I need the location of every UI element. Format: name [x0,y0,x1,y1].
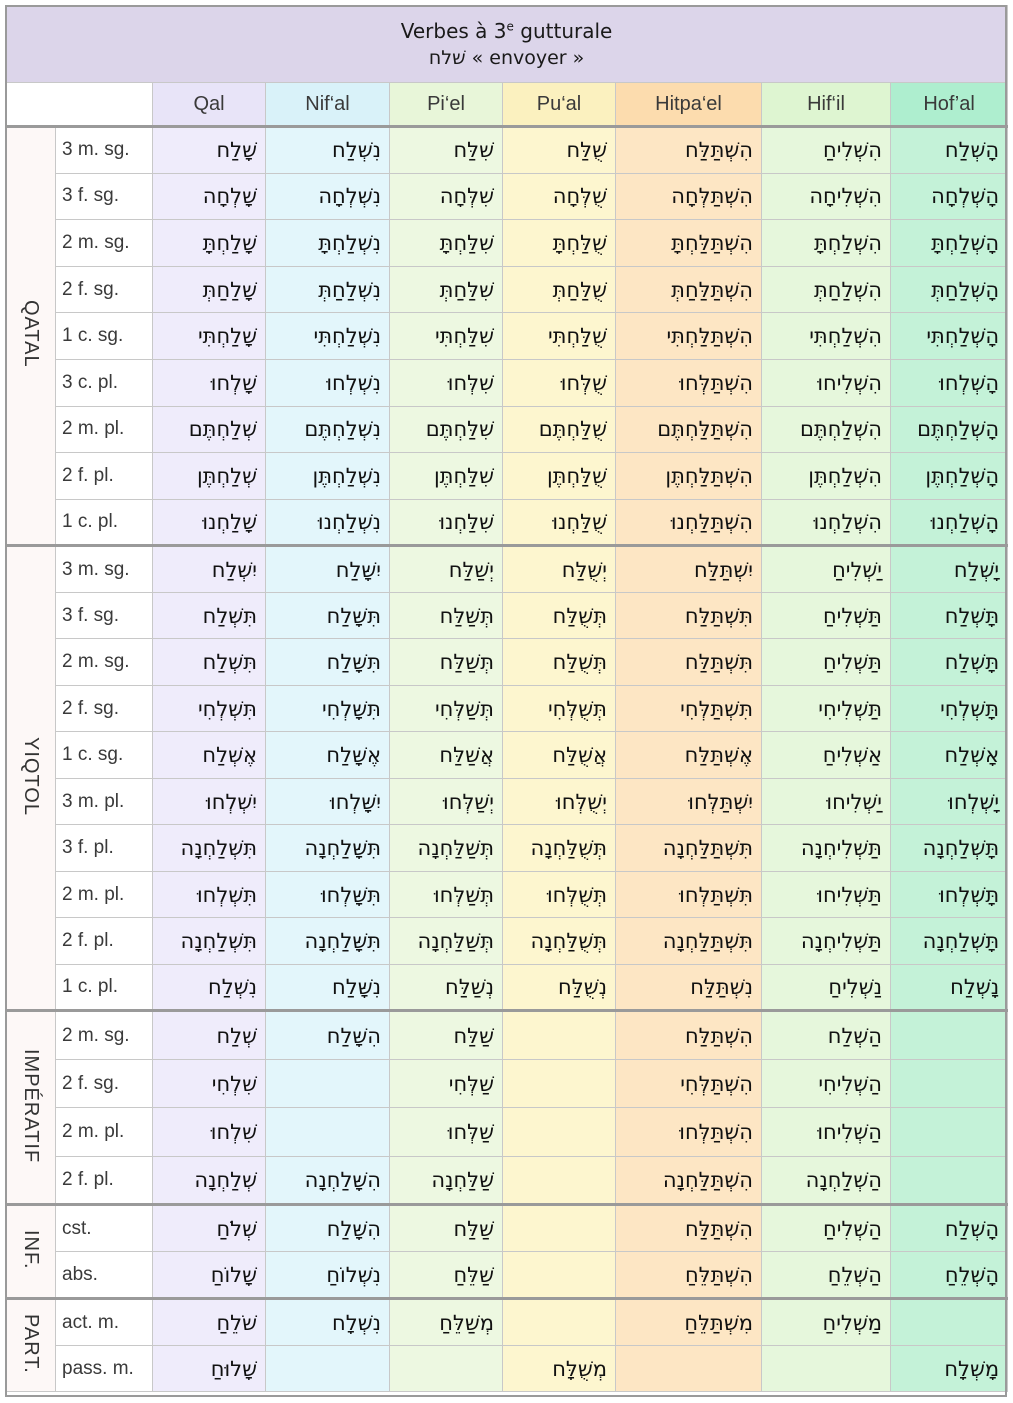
verb-form-cell: הִשְׁתַּלַּחְנָה [616,1156,762,1205]
verb-form-cell: תַּשְׁלִיחְנָה [762,825,891,872]
verb-form-cell: תִּשָּׁלְחִי [266,685,390,732]
verb-form-cell: מְשֻׁלָּח [503,1345,616,1392]
root-meaning: « envoyer » [465,47,585,69]
verb-form-cell: הִשְׁלִיחָה [762,173,891,220]
verb-form-cell: שִׁלְּחוּ [390,359,503,406]
verb-form-cell: שַׁלֵּחַ [390,1252,503,1299]
verb-form-cell: שִׁלַּחְנוּ [390,499,503,546]
verb-form-cell: תְּשֻׁלַּחְנָה [503,825,616,872]
person-label: 2 m. pl. [56,871,153,918]
verb-form-cell: הָשְׁלַח [891,127,1008,174]
verb-form-cell: שָׁלְחָה [153,173,266,220]
verb-form-cell: שָׁלוֹחַ [153,1252,266,1299]
verb-form-cell: הַשְׁלִיחוּ [762,1108,891,1157]
verb-form-cell: נִשְׁלַחַתְּ [266,266,390,313]
verb-form-cell: יִשְׁלַח [153,546,266,593]
verb-form-cell: הִשְׁתַּלְּחִי [616,1059,762,1108]
verb-form-cell: הָשְׁלַחְנוּ [891,499,1008,546]
verb-form-cell: תִּשְׁתַּלְּחוּ [616,871,762,918]
verb-form-cell: שְׁלֹחַ [153,1205,266,1252]
verb-form-cell: תְּשַׁלְּחִי [390,685,503,732]
title-main: Verbes à 3e gutturale [400,19,613,43]
person-label: 3 c. pl. [56,359,153,406]
person-label: 3 m. sg. [56,546,153,593]
verb-form-cell: יִשְׁלְחוּ [153,778,266,825]
verb-form-cell: נְשַׁלַּח [390,964,503,1011]
verb-form-cell: הִשְׁלַחְתֶּן [762,453,891,500]
verb-form-cell: שָׁלוּחַ [153,1345,266,1392]
verb-form-cell: תָּשְׁלְחִי [891,685,1008,732]
person-label: abs. [56,1252,153,1299]
verb-form-cell: נַשְׁלִיחַ [762,964,891,1011]
verb-form-cell: תִּשְׁתַּלַּח [616,639,762,686]
column-header-nifal: Nif‘al [266,83,390,127]
verb-form-cell: תַּשְׁלִיחוּ [762,871,891,918]
section-label: QATAL [20,300,42,368]
verb-form-cell: הַשְׁלַח [762,1011,891,1060]
verb-form-cell: יְשַׁלַּח [390,546,503,593]
verb-form-cell: נִשְׁלַח [266,127,390,174]
verb-form-cell: אֶשְׁתַּלַּח [616,732,762,779]
verb-form-cell: תְּשַׁלַּח [390,639,503,686]
verb-form-cell: שָׁלַח [153,127,266,174]
verb-form-cell: מָשְׁלָח [891,1345,1008,1392]
verb-form-cell: שִׁלַּחְתֶּן [390,453,503,500]
verb-form-cell: הִשְׁתַּלַּחְתֶּם [616,406,762,453]
verb-form-cell: שִׁלְּחָה [390,173,503,220]
verb-form-cell: שֻׁלַּחְתֶּן [503,453,616,500]
verb-form-cell: תַּשְׁלִיחַ [762,639,891,686]
verb-form-cell: תִּשָּׁלַחְנָה [266,825,390,872]
section-label: PART. [20,1313,42,1374]
verb-form-cell: תִּשָּׁלְחוּ [266,871,390,918]
verb-form-cell: תִּשְׁתַּלַּחְנָה [616,825,762,872]
verb-form-cell: שְׁלַחְתֶּם [153,406,266,453]
verb-form-cell: הִשְׁתַּלְּחוּ [616,1108,762,1157]
person-label: 2 f. pl. [56,453,153,500]
verb-form-cell: הִשָּׁלַח [266,1011,390,1060]
verb-form-cell: יִשָּׁלְחוּ [266,778,390,825]
verb-form-cell: תַּשְׁלִיחִי [762,685,891,732]
verb-form-cell: שָׁלַחְנוּ [153,499,266,546]
verb-form-cell: הָשְׁלְחוּ [891,359,1008,406]
verb-form-cell: הַשְׁלֵחַ [762,1252,891,1299]
verb-form-cell: הָשְׁלַחְתָּ [891,220,1008,267]
verb-form-cell: הַשְׁלִיחַ [762,1205,891,1252]
verb-form-cell: שִׁלְחוּ [153,1108,266,1157]
verb-form-cell: תִּשָּׁלַח [266,592,390,639]
person-label: 2 f. pl. [56,918,153,965]
verb-form-cell: אֲשַׁלַּח [390,732,503,779]
verb-form-cell: נִשְׁלַחְתֶּן [266,453,390,500]
verb-form-cell: שֻׁלַּחַתְּ [503,266,616,313]
verb-form-cell: מְשַׁלֵּחַ [390,1299,503,1346]
column-header-piel: Pi‘el [390,83,503,127]
person-label: 2 m. pl. [56,1108,153,1157]
verb-form-cell: יַשְׁלִיחוּ [762,778,891,825]
verb-form-cell: הִשְׁלַחְתָּ [762,220,891,267]
verb-form-cell: תְּשֻׁלַּח [503,639,616,686]
verb-form-cell: הָשְׁלְחָה [891,173,1008,220]
person-label: 2 m. sg. [56,639,153,686]
verb-form-cell: יְשֻׁלַּח [503,546,616,593]
verb-form-cell: תִּשָּׁלַח [266,639,390,686]
verb-form-cell: נִשְׁלַח [153,964,266,1011]
verb-form-cell: נִשְׁלְחָה [266,173,390,220]
verb-form-cell: תְּשַׁלַּח [390,592,503,639]
column-header-hitpael: Hitpa‘el [616,83,762,127]
verb-form-cell: הִשָּׁלַח [266,1205,390,1252]
person-label: 1 c. sg. [56,313,153,360]
verb-form-cell: הִשְׁלַחְתֶּם [762,406,891,453]
verb-form-cell: אָשְׁלַח [891,732,1008,779]
verb-form-cell: הִשְׁלִיחַ [762,127,891,174]
verb-form-cell: הִשְׁתַּלַּח [616,127,762,174]
verb-form-cell: הַשְׁלִיחִי [762,1059,891,1108]
verb-form-cell: נִשְׁלַחְתֶּם [266,406,390,453]
verb-form-cell: יְשֻׁלְּחוּ [503,778,616,825]
verb-form-cell: תְּשֻׁלַּח [503,592,616,639]
person-label: 2 f. pl. [56,1156,153,1205]
person-label: 2 m. pl. [56,406,153,453]
table-frame [5,5,1007,1397]
root-hebrew: שׁלח [428,47,466,69]
verb-form-cell: שַׁלַּח [390,1011,503,1060]
verb-form-cell: תַּשְׁלִיחְנָה [762,918,891,965]
person-label: 2 m. sg. [56,220,153,267]
verb-form-cell: שִׁלְחִי [153,1059,266,1108]
verb-form-cell: תָּשְׁלְחוּ [891,871,1008,918]
column-header-pual: Pu‘al [503,83,616,127]
person-label: 3 f. sg. [56,173,153,220]
verb-form-cell: הָשְׁלַח [891,1205,1008,1252]
verb-form-cell: יַשְׁלִיחַ [762,546,891,593]
verb-form-cell: שָׁלְחוּ [153,359,266,406]
verb-form-cell: שַׁלַּחְנָה [390,1156,503,1205]
verb-form-cell: תִּשְׁלַח [153,592,266,639]
person-label: 3 f. sg. [56,592,153,639]
person-label: 3 m. sg. [56,127,153,174]
verb-form-cell: שְׁלַח [153,1011,266,1060]
verb-form-cell: שָׁלַחְתִּי [153,313,266,360]
section-label: IMPÉRATIF [20,1048,42,1163]
section-label: YIQTOL [20,736,42,816]
verb-form-cell: תְּשַׁלְּחוּ [390,871,503,918]
column-header-hofal: Hof’al [891,83,1008,127]
verb-form-cell: הִשְׁלַחְנוּ [762,499,891,546]
verb-form-cell: שְׁלַחְנָה [153,1156,266,1205]
verb-form-cell: נָשְׁלַח [891,964,1008,1011]
verb-form-cell: יִשְׁתַּלְּחוּ [616,778,762,825]
verb-form-cell: הָשְׁלַחַתְּ [891,266,1008,313]
column-header-hifil: Hif‘il [762,83,891,127]
verb-form-cell: אֶשְׁלַח [153,732,266,779]
verb-form-cell: תְּשֻׁלַּחְנָה [503,918,616,965]
verb-form-cell: שַׁלְּחִי [390,1059,503,1108]
verb-form-cell: יִשָּׁלַח [266,546,390,593]
verb-form-cell: נִשְׁלַחְתִּי [266,313,390,360]
verb-form-cell: שֻׁלַּחְתֶּם [503,406,616,453]
person-label: act. m. [56,1299,153,1346]
verb-form-cell: הִשְׁלַחְתִּי [762,313,891,360]
verb-form-cell: הִשְׁתַּלַּחְתִּי [616,313,762,360]
person-label: 1 c. sg. [56,732,153,779]
verb-form-cell: מִשְׁתַּלֵּחַ [616,1299,762,1346]
verb-form-cell: תִּשְׁתַּלַּח [616,592,762,639]
verb-form-cell: תָּשְׁלַחְנָה [891,918,1008,965]
person-label: 2 f. sg. [56,1059,153,1108]
verb-form-cell: נִשְׁלְחוּ [266,359,390,406]
person-label: 3 m. pl. [56,778,153,825]
verb-form-cell: שִׁלַּחְתֶּם [390,406,503,453]
person-label: 1 c. pl. [56,964,153,1011]
verb-form-cell: הִשָּׁלַחְנָה [266,1156,390,1205]
verb-form-cell: הָשְׁלַחְתֶּן [891,453,1008,500]
verb-form-cell: נִשְׁלוֹחַ [266,1252,390,1299]
person-label: 2 f. sg. [56,685,153,732]
verb-form-cell: אֲשֻׁלַּח [503,732,616,779]
verb-form-cell: שְׁלַחְתֶּן [153,453,266,500]
verb-form-cell: תְּשֻׁלְּחִי [503,685,616,732]
verb-form-cell: תִּשְׁלְחִי [153,685,266,732]
verb-form-cell: יָשְׁלַח [891,546,1008,593]
verb-form-cell: נִשְׁלַחְתָּ [266,220,390,267]
verb-form-cell: שֹׁלֵחַ [153,1299,266,1346]
verb-form-cell: שָׁלַחְתָּ [153,220,266,267]
verb-form-cell: תָּשְׁלַח [891,592,1008,639]
verb-form-cell: שֻׁלְּחָה [503,173,616,220]
verb-form-cell: שֻׁלְּחוּ [503,359,616,406]
verb-form-cell: מַשְׁלִיחַ [762,1299,891,1346]
verb-form-cell: שִׁלַּחְתָּ [390,220,503,267]
verb-form-cell: יָשְׁלְחוּ [891,778,1008,825]
verb-form-cell: הִשְׁתַּלַּחְתֶּן [616,453,762,500]
verb-form-cell: שֻׁלַּח [503,127,616,174]
verb-form-cell: תִּשָּׁלַחְנָה [266,918,390,965]
verb-form-cell: הִשְׁתַּלַּחַתְּ [616,266,762,313]
verb-form-cell: הִשְׁתַּלְּחוּ [616,359,762,406]
verb-form-cell: שִׁלַּח [390,127,503,174]
verb-form-cell: תָּשְׁלַח [891,639,1008,686]
verb-form-cell: תְּשֻׁלְּחוּ [503,871,616,918]
verb-form-cell: הִשְׁתַּלֵּחַ [616,1252,762,1299]
verb-form-cell: שֻׁלַּחְנוּ [503,499,616,546]
verb-form-cell: נִשְׁתַּלַּח [616,964,762,1011]
verb-form-cell: שֻׁלַּחְתָּ [503,220,616,267]
verb-form-cell: שִׁלַּחַתְּ [390,266,503,313]
verb-form-cell: תִּשְׁלַחְנָה [153,825,266,872]
verb-form-cell: תַּשְׁלִיחַ [762,592,891,639]
verb-form-cell: נְשֻׁלַּח [503,964,616,1011]
verb-form-cell: תְּשַׁלַּחְנָה [390,825,503,872]
verb-form-cell: תָּשְׁלַחְנָה [891,825,1008,872]
verb-form-cell: הִשְׁלַחַתְּ [762,266,891,313]
verb-form-cell: הִשְׁתַּלַּח [616,1011,762,1060]
section-label: INF. [20,1230,42,1270]
verb-form-cell: אַשְׁלִיחַ [762,732,891,779]
verb-form-cell: הָשְׁלַחְתֶּם [891,406,1008,453]
verb-form-cell: תִּשְׁתַּלְּחִי [616,685,762,732]
verb-form-cell: נִשָּׁלַח [266,964,390,1011]
verb-form-cell: שַׁלְּחוּ [390,1108,503,1157]
verb-form-cell: תִּשְׁתַּלַּחְנָה [616,918,762,965]
verb-form-cell: הִשְׁתַּלַּח [616,1205,762,1252]
verb-form-cell: שֻׁלַּחְתִּי [503,313,616,360]
verb-form-cell: יְשַׁלְּחוּ [390,778,503,825]
verb-form-cell: נִשְׁלַחְנוּ [266,499,390,546]
verb-form-cell: שָׁלַחַתְּ [153,266,266,313]
verb-form-cell: הָשְׁלֵחַ [891,1252,1008,1299]
verb-form-cell: תִּשְׁלְחוּ [153,871,266,918]
verb-form-cell: שִׁלַּחְתִּי [390,313,503,360]
verb-form-cell: הַשְׁלַחְנָה [762,1156,891,1205]
verb-form-cell: נִשְׁלָח [266,1299,390,1346]
person-label: 2 m. sg. [56,1011,153,1060]
person-label: 3 f. pl. [56,825,153,872]
verb-form-cell: הִשְׁתַּלַּחְנוּ [616,499,762,546]
verb-form-cell: הִשְׁתַּלַּחְתָּ [616,220,762,267]
verb-form-cell: תְּשַׁלַּחְנָה [390,918,503,965]
person-label: 2 f. sg. [56,266,153,313]
person-label: 1 c. pl. [56,499,153,546]
column-header-qal: Qal [153,83,266,127]
verb-form-cell: הִשְׁתַּלְּחָה [616,173,762,220]
verb-form-cell: תִּשְׁלַחְנָה [153,918,266,965]
verb-form-cell: תִּשְׁלַח [153,639,266,686]
verb-form-cell: שַׁלַּח [390,1205,503,1252]
verb-form-cell: הִשְׁלִיחוּ [762,359,891,406]
person-label: cst. [56,1205,153,1252]
verb-form-cell: יִשְׁתַּלַּח [616,546,762,593]
verb-form-cell: אֶשָּׁלַח [266,732,390,779]
person-label: pass. m. [56,1345,153,1392]
verb-form-cell: הָשְׁלַחְתִּי [891,313,1008,360]
